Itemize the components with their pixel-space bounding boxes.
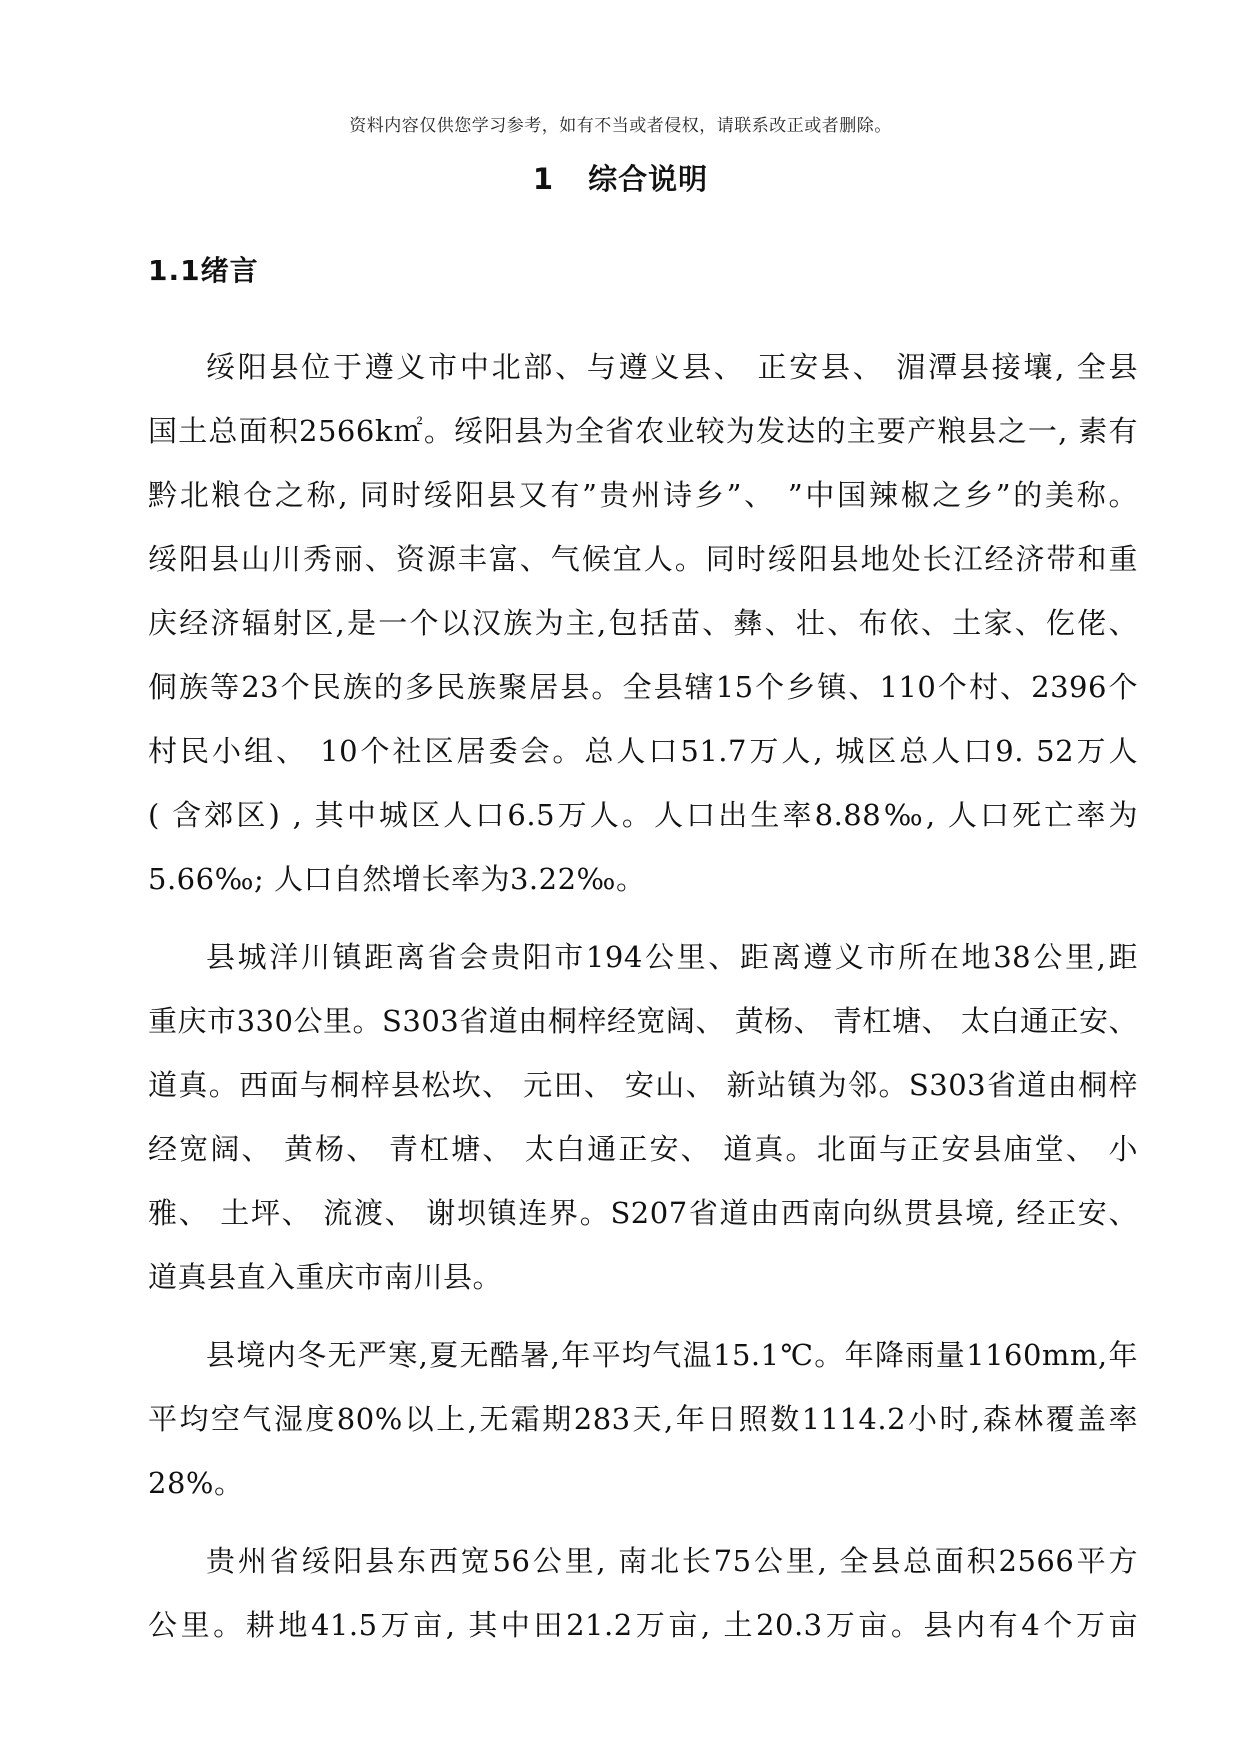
paragraph-location: [148, 925, 1138, 1309]
paragraph-land: [148, 1529, 1138, 1657]
disclaimer-header: 资料内容仅供您学习参考，如有不当或者侵权，请联系改正或者删除。: [349, 116, 892, 136]
text-line: ( 含郊区) , 其中城区人口6.5万人。人口出生率8.88‰, 人口死亡率为: [148, 798, 1138, 832]
text-line: 道真。西面与桐梓县松坎、 元田、 安山、 新站镇为邻。S303省道由桐梓: [148, 1068, 1138, 1102]
text-line: 侗族等23个民族的多民族聚居县。全县辖15个乡镇、110个村、2396个: [148, 670, 1138, 704]
text-line: 县城洋川镇距离省会贵阳市194公里、距离遵义市所在地38公里,距: [206, 940, 1138, 974]
text-line: 经宽阔、 黄杨、 青杠塘、 太白通正安、 道真。北面与正安县庙堂、 小: [148, 1132, 1138, 1166]
text-line: 公里。耕地41.5万亩, 其中田21.2万亩, 土20.3万亩。县内有4个万亩: [148, 1608, 1138, 1642]
text-line: 国土总面积2566k㎡。绥阳县为全省农业较为发达的主要产粮县之一, 素有: [148, 414, 1138, 448]
paragraph-climate: [148, 1323, 1138, 1515]
chapter-title: [0, 157, 1241, 198]
text-line: 5.66‰; 人口自然增长率为3.22‰。: [148, 862, 646, 896]
text-line: 村民小组、 10个社区居委会。总人口51.7万人, 城区总人口9. 52万人: [148, 734, 1138, 768]
text-line: 绥阳县位于遵义市中北部、与遵义县、 正安县、 湄潭县接壤, 全县: [206, 350, 1138, 384]
text-line: 28%。: [148, 1466, 244, 1500]
text-line: 道真县直入重庆市南川县。: [148, 1260, 503, 1294]
paragraph-overview: [148, 335, 1138, 911]
text-line: 平均空气湿度80%以上,无霜期283天,年日照数1114.2小时,森林覆盖率: [148, 1402, 1138, 1436]
text-line: 黔北粮仓之称, 同时绥阳县又有”贵州诗乡”、 ”中国辣椒之乡”的美称。: [148, 478, 1138, 512]
text-line: 绥阳县山川秀丽、资源丰富、气候宜人。同时绥阳县地处长江经济带和重: [148, 542, 1138, 576]
text-line: 县境内冬无严寒,夏无酷暑,年平均气温15.1℃。年降雨量1160mm,年: [206, 1338, 1138, 1372]
section-title: 1.1绪言: [148, 254, 259, 287]
text-line: 重庆市330公里。S303省道由桐梓经宽阔、 黄杨、 青杠塘、 太白通正安、: [148, 1004, 1138, 1038]
chapter-number: 1: [532, 162, 555, 196]
text-line: 贵州省绥阳县东西宽56公里, 南北长75公里, 全县总面积2566平方: [206, 1544, 1138, 1578]
text-line: 庆经济辐射区,是一个以汉族为主,包括苗、彝、壮、布依、土家、仡佬、: [148, 606, 1138, 640]
chapter-title-text: 综合说明: [588, 162, 709, 196]
body-text: [148, 335, 1138, 1671]
text-line: 雅、 土坪、 流渡、 谢坝镇连界。S207省道由西南向纵贯县境, 经正安、: [148, 1196, 1138, 1230]
